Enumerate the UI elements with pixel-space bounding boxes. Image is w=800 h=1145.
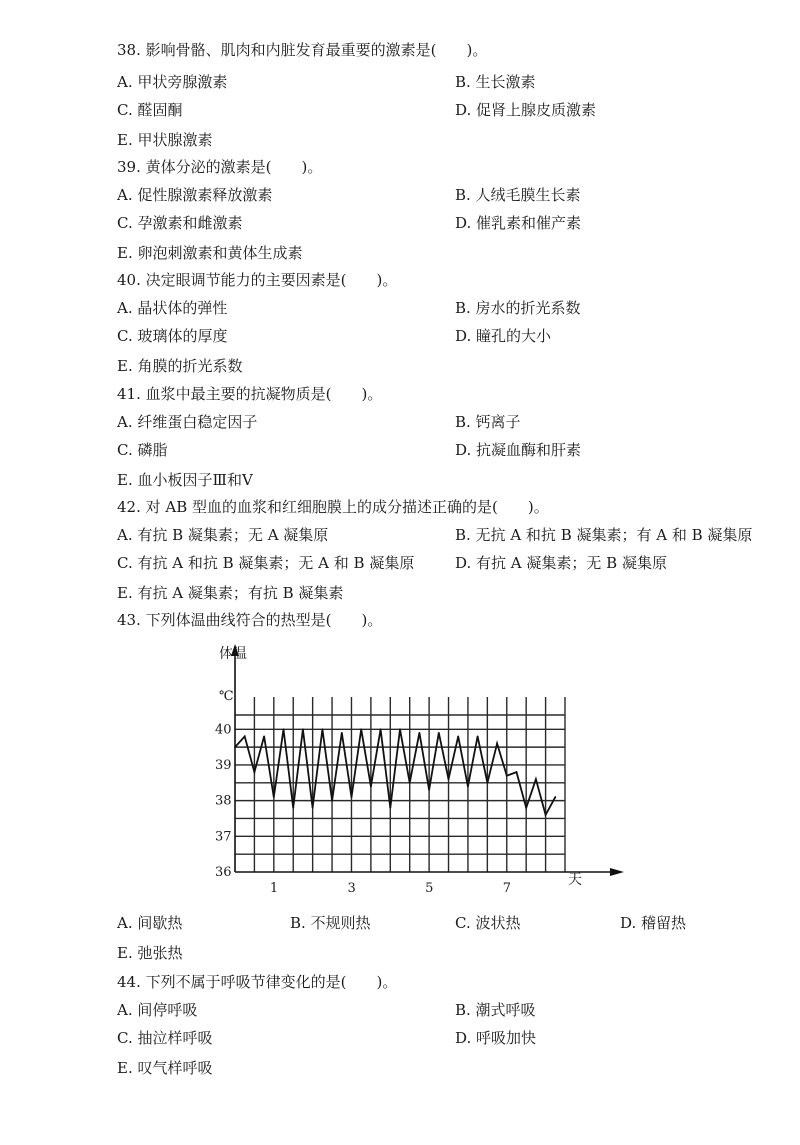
temperature-point bbox=[263, 736, 265, 738]
question-stem: 38. 影响骨骼、肌肉和内脏发育最重要的激素是( )。 bbox=[117, 41, 488, 59]
temperature-point bbox=[234, 746, 236, 748]
temperature-point bbox=[506, 775, 508, 777]
option-b: B. 房水的折光系数 bbox=[455, 299, 581, 317]
x-tick-label: 3 bbox=[347, 881, 356, 896]
option-d: D. 催乳素和催产素 bbox=[455, 214, 582, 232]
option-b: B. 无抗 A 和抗 B 凝集素；有 A 和 B 凝集原 bbox=[455, 526, 753, 544]
x-tick-label: 1 bbox=[269, 881, 279, 896]
x-tick-label: 7 bbox=[502, 881, 512, 896]
option-b: B. 潮式呼吸 bbox=[455, 1001, 536, 1019]
temperature-point bbox=[419, 732, 421, 734]
question-stem: 41. 血浆中最主要的抗凝物质是( )。 bbox=[117, 385, 383, 403]
option-d: D. 稽留热 bbox=[620, 914, 687, 932]
y-tick-label: 39 bbox=[215, 757, 232, 773]
option-d: D. 呼吸加快 bbox=[455, 1029, 537, 1047]
option-c: C. 孕激素和雌激素 bbox=[117, 214, 243, 232]
option-e: E. 甲状腺激素 bbox=[117, 131, 213, 149]
option-a: A. 晶状体的弹性 bbox=[117, 299, 228, 317]
question-stem: 43. 下列体温曲线符合的热型是( )。 bbox=[117, 611, 383, 629]
option-d: D. 瞳孔的大小 bbox=[455, 327, 552, 345]
option-c: C. 磷脂 bbox=[117, 441, 168, 459]
temperature-point bbox=[554, 796, 556, 798]
question-stem: 40. 决定眼调节能力的主要因素是( )。 bbox=[117, 271, 398, 289]
temperature-point bbox=[380, 728, 382, 730]
x-tick-label: 5 bbox=[425, 881, 434, 896]
option-c: C. 抽泣样呼吸 bbox=[117, 1029, 213, 1047]
temperature-point bbox=[535, 778, 537, 780]
temperature-point bbox=[273, 796, 275, 798]
temperature-chart bbox=[200, 640, 630, 910]
option-a: A. 有抗 B 凝集素；无 A 凝集原 bbox=[117, 526, 329, 544]
temperature-point bbox=[254, 771, 256, 773]
option-e: E. 血小板因子Ⅲ和Ⅴ bbox=[117, 471, 253, 489]
temperature-point bbox=[486, 782, 488, 784]
temperature-point bbox=[409, 782, 411, 784]
temperature-point bbox=[438, 732, 440, 734]
y-tick-label: 36 bbox=[215, 865, 232, 880]
y-axis-unit: ℃ bbox=[219, 689, 234, 704]
question-stem: 39. 黄体分泌的激素是( )。 bbox=[117, 158, 323, 176]
temperature-point bbox=[457, 736, 459, 738]
option-c: C. 有抗 A 和抗 B 凝集素；无 A 和 B 凝集原 bbox=[117, 554, 415, 572]
temperature-point bbox=[244, 736, 246, 738]
y-tick-label: 38 bbox=[215, 793, 232, 809]
option-d: D. 促肾上腺皮质激素 bbox=[455, 101, 597, 119]
temperature-point bbox=[389, 807, 391, 809]
option-a: A. 间歇热 bbox=[117, 914, 183, 932]
temperature-point bbox=[525, 807, 527, 809]
y-tick-label: 40 bbox=[215, 722, 232, 738]
option-e: E. 弛张热 bbox=[117, 944, 183, 962]
option-a: A. 促性腺激素释放激素 bbox=[117, 186, 273, 204]
y-axis-label: 体温 bbox=[219, 646, 247, 662]
temperature-point bbox=[302, 728, 304, 730]
option-a: A. 间停呼吸 bbox=[117, 1001, 198, 1019]
temperature-point bbox=[370, 785, 372, 787]
temperature-point bbox=[312, 807, 314, 809]
option-d: D. 抗凝血酶和肝素 bbox=[455, 441, 582, 459]
option-b: B. 钙离子 bbox=[455, 413, 521, 431]
temperature-point bbox=[496, 743, 498, 745]
option-e: E. 卵泡刺激素和黄体生成素 bbox=[117, 244, 303, 262]
temperature-point bbox=[292, 807, 294, 809]
option-a: A. 甲状旁腺激素 bbox=[117, 73, 228, 91]
temperature-point bbox=[467, 785, 469, 787]
option-b: B. 不规则热 bbox=[290, 914, 371, 932]
x-axis-arrow bbox=[610, 868, 624, 876]
temperature-point bbox=[331, 800, 333, 802]
temperature-point bbox=[351, 796, 353, 798]
option-b: B. 人绒毛膜生长素 bbox=[455, 186, 581, 204]
option-c: C. 醛固酮 bbox=[117, 101, 183, 119]
option-e: E. 叹气样呼吸 bbox=[117, 1059, 213, 1077]
temperature-point bbox=[399, 728, 401, 730]
temperature-point bbox=[448, 778, 450, 780]
option-d: D. 有抗 A 凝集素；无 B 凝集原 bbox=[455, 554, 667, 572]
question-stem: 42. 对 AB 型血的血浆和红细胞膜上的成分描述正确的是( )。 bbox=[117, 498, 549, 516]
option-e: E. 角膜的折光系数 bbox=[117, 357, 243, 375]
temperature-point bbox=[341, 732, 343, 734]
temperature-point bbox=[516, 771, 518, 773]
option-a: A. 纤维蛋白稳定因子 bbox=[117, 413, 258, 431]
temperature-point bbox=[477, 736, 479, 738]
option-b: B. 生长激素 bbox=[455, 73, 536, 91]
option-e: E. 有抗 A 凝集素；有抗 B 凝集素 bbox=[117, 584, 344, 602]
x-axis-label: 天 bbox=[568, 872, 582, 888]
temperature-point bbox=[321, 728, 323, 730]
temperature-point bbox=[283, 728, 285, 730]
question-stem: 44. 下列不属于呼吸节律变化的是( )。 bbox=[117, 973, 398, 991]
option-c: C. 波状热 bbox=[455, 914, 521, 932]
y-tick-label: 37 bbox=[215, 829, 232, 845]
temperature-point bbox=[360, 728, 362, 730]
temperature-point bbox=[428, 789, 430, 791]
temperature-point bbox=[545, 814, 547, 816]
option-c: C. 玻璃体的厚度 bbox=[117, 327, 228, 345]
